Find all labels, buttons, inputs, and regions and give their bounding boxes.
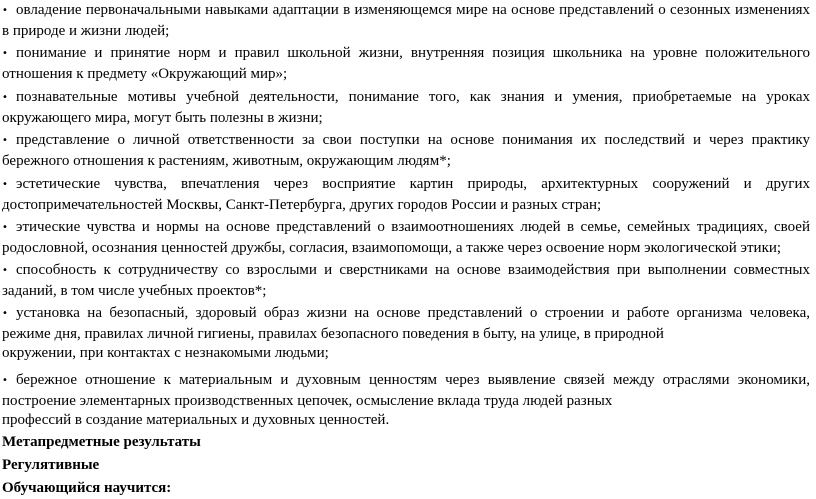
- subsection-heading: Регулятивные: [2, 457, 100, 473]
- bullet-icon: •: [2, 222, 8, 233]
- bullet-icon: •: [2, 265, 8, 276]
- list-item: [2, 87, 810, 129]
- list-item-text: способность к сотрудничеству со взрослыми и сверстниками на основе взаимодействия при выполнении совместных заданий, в том числе учебных проектов*;: [2, 262, 810, 299]
- section-heading: Метапредметные результаты: [2, 434, 201, 450]
- list-item: [2, 0, 810, 42]
- list-item-continuation: окружении, при контактах с незнакомыми людьми;: [2, 345, 329, 361]
- bullet-icon: •: [2, 179, 8, 190]
- bullet-icon: •: [2, 135, 8, 146]
- list-item-continuation: профессий в создание материальных и духовных ценностей.: [2, 412, 390, 428]
- list-item: [2, 370, 810, 412]
- bullet-icon: •: [2, 48, 8, 59]
- bullet-icon: •: [2, 92, 8, 103]
- list-item: [2, 260, 810, 302]
- list-item-text: установка на безопасный, здоровый образ жизни на основе представлений о строении и работе организма человека, режиме дня, правилах личной гигиены, правилах безопасного поведения в быту, на улице, в природной: [2, 305, 810, 342]
- list-item: [2, 130, 810, 172]
- list-item-text: овладение первоначальными навыками адаптации в изменяющемся мире на основе представлений о сезонных изменениях в природе и жизни людей;: [2, 2, 810, 39]
- bullet-icon: •: [2, 308, 8, 319]
- subsection-heading: Обучающийся научится:: [2, 480, 172, 496]
- list-item-text: познавательные мотивы учебной деятельности, понимание того, как знания и умения, приобретаемые на уроках окружающего мира, могут быть полезны в жизни;: [2, 89, 810, 126]
- list-item-text: эстетические чувства, впечатления через восприятие картин природы, архитектурных сооружений и других достопримечательностей Москвы, Санкт-Петербурга, других городов России и разных стран;: [2, 176, 810, 213]
- list-item-text: бережное отношение к материальным и духовным ценностям через выявление связей между отраслями экономики, построение элементарных производственных цепочек, осмысление вклада труда людей разных: [2, 372, 810, 409]
- list-item-text: представление о личной ответственности за свои поступки на основе понимания их последствий и через практику бережного отношения к растениям, животным, окружающим людям*;: [2, 132, 810, 169]
- list-item-text: понимание и принятие норм и правил школьной жизни, внутренняя позиция школьника на уровне положительного отношения к предмету «Окружающий мир»;: [2, 45, 810, 82]
- list-item: [2, 43, 810, 85]
- list-item: [2, 303, 810, 345]
- list-item: [2, 217, 810, 259]
- bullet-icon: •: [2, 5, 8, 16]
- bullet-icon: •: [2, 375, 8, 386]
- list-item: [2, 174, 810, 216]
- list-item-text: этические чувства и нормы на основе представлений о взаимоотношениях людей в семье, семейных традициях, своей родословной, осознания ценностей дружбы, согласия, взаимопомощи, а также через освоение норм экологической этики;: [2, 219, 810, 256]
